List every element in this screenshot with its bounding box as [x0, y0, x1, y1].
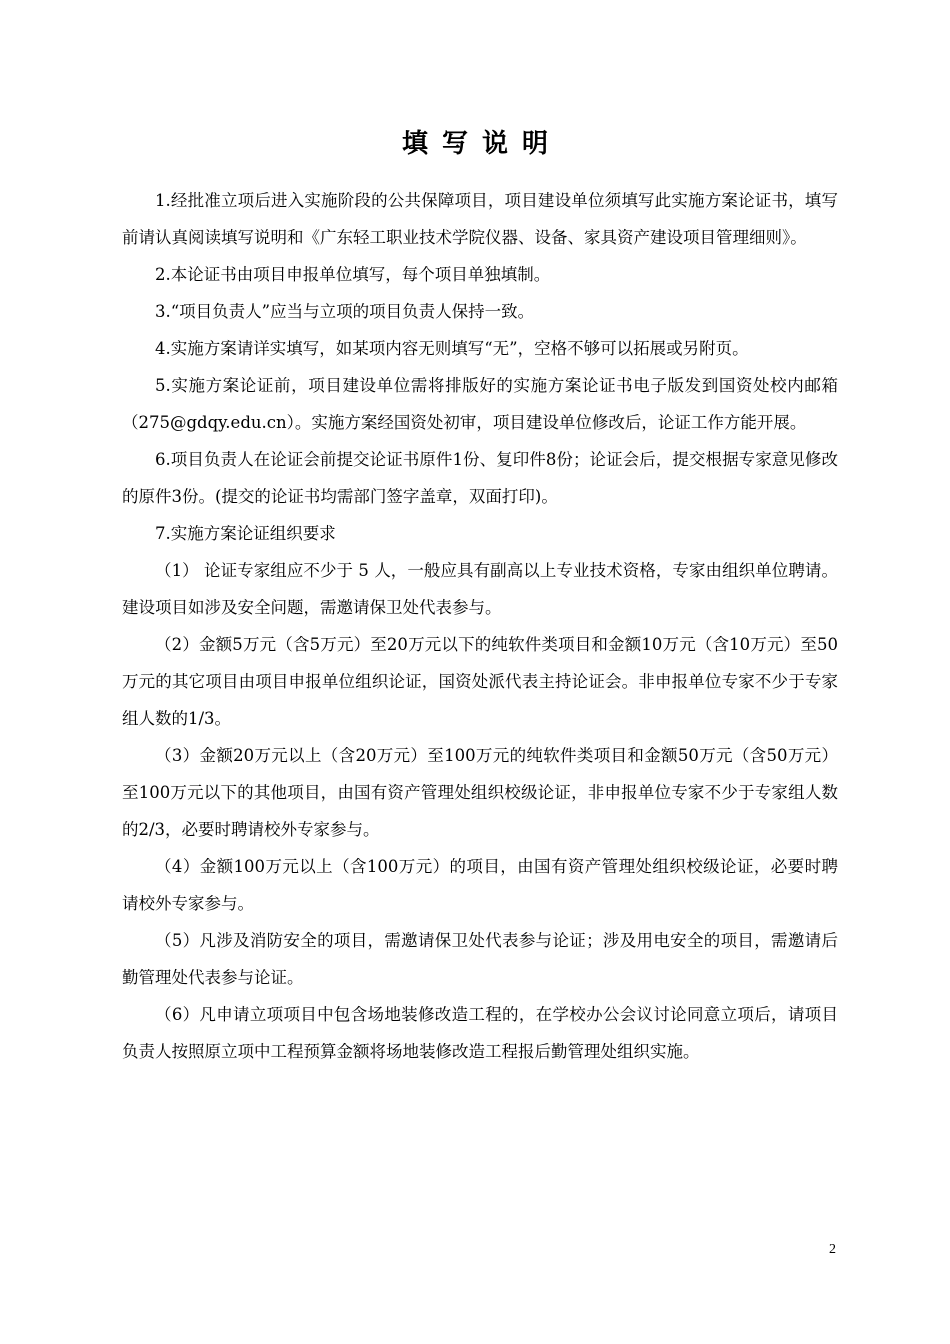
instruction-subitem: （4）金额100万元以上（含100万元）的项目，由国有资产管理处组织校级论证，必要时聘请校外专家参与。	[122, 857, 838, 913]
instruction-paragraph: 5.实施方案论证前，项目建设单位需将排版好的实施方案论证书电子版发到国资处校内邮箱（275@gdqy.edu.cn）。实施方案经国资处初审，项目建设单位修改后，论证工作方能开展。	[122, 376, 838, 432]
instructions-body	[122, 182, 838, 1070]
instruction-subitem: （3）金额20万元以上（含20万元）至100万元的纯软件类项目和金额50万元（含50万元）至100万元以下的其他项目，由国有资产管理处组织校级论证，非申报单位专家不少于专家组人数的2/3，必要时聘请校外专家参与。	[122, 746, 838, 839]
instruction-subitem: （2）金额5万元（含5万元）至20万元以下的纯软件类项目和金额10万元（含10万元）至50万元的其它项目由项目申报单位组织论证，国资处派代表主持论证会。非申报单位专家不少于专家组人数的1/3。	[122, 635, 838, 728]
instruction-paragraph: 6.项目负责人在论证会前提交论证书原件1份、复印件8份；论证会后，提交根据专家意见修改的原件3份。(提交的论证书均需部门签字盖章，双面打印)。	[122, 450, 838, 506]
instruction-subitem: （1） 论证专家组应不少于 5 人，一般应具有副高以上专业技术资格，专家由组织单位聘请。建设项目如涉及安全问题，需邀请保卫处代表参与。	[122, 561, 838, 617]
instruction-paragraph: 1.经批准立项后进入实施阶段的公共保障项目，项目建设单位须填写此实施方案论证书，填写前请认真阅读填写说明和《广东轻工职业技术学院仪器、设备、家具资产建设项目管理细则》。	[122, 191, 838, 247]
instruction-paragraph: 2.本论证书由项目申报单位填写，每个项目单独填制。	[155, 265, 551, 284]
page-number: 2	[829, 1242, 836, 1257]
page-title: 填写说明	[401, 129, 562, 159]
instruction-paragraph: 7.实施方案论证组织要求	[155, 524, 336, 543]
instruction-paragraph: 3.“项目负责人”应当与立项的项目负责人保持一致。	[155, 302, 535, 321]
instruction-subitem: （6）凡申请立项项目中包含场地装修改造工程的，在学校办公会议讨论同意立项后，请项目负责人按照原立项中工程预算金额将场地装修改造工程报后勤管理处组织实施。	[122, 1005, 838, 1061]
instruction-subitem: （5）凡涉及消防安全的项目，需邀请保卫处代表参与论证；涉及用电安全的项目，需邀请后勤管理处代表参与论证。	[122, 931, 838, 987]
instruction-paragraph: 4.实施方案请详实填写，如某项内容无则填写“无”，空格不够可以拓展或另附页。	[155, 339, 749, 358]
